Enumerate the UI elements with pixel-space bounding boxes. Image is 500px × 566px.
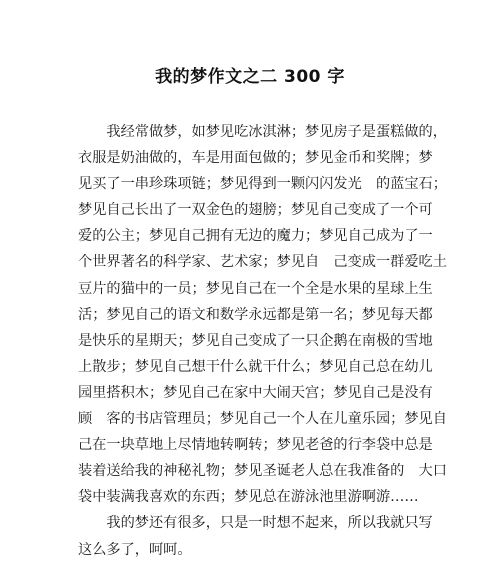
body-line: 我的梦还有很多，只是一时想不起来，所以我就只写 bbox=[78, 515, 433, 532]
document-body bbox=[78, 119, 447, 563]
body-line: 己在一块草地上尽情地转啊转；梦见老爸的行李袋中总是 bbox=[78, 437, 433, 454]
body-line: 爱的公主；梦见自己拥有无边的魔力；梦见自己成为了一 bbox=[78, 228, 433, 245]
body-line: 活；梦见自己的语文和数学永远都是第一名；梦见每天都 bbox=[78, 306, 433, 323]
body-line: 衣服是奶油做的，车是用面包做的；梦见金币和奖牌；梦 bbox=[78, 150, 433, 167]
body-line: 顾 客的书店管理员；梦见自己一个人在儿童乐园；梦见自 bbox=[78, 411, 447, 428]
document-title: 我的梦作文之二 300 字 bbox=[155, 67, 345, 87]
body-line: 上散步；梦见自己想干什么就干什么；梦见自己总在幼儿 bbox=[78, 358, 433, 375]
body-line: 园里搭积木；梦见自己在家中大闹天宫；梦见自己是没有 bbox=[78, 384, 433, 401]
body-line: 这么多了，呵呵。 bbox=[78, 541, 192, 558]
body-line: 装着送给我的神秘礼物；梦见圣诞老人总在我准备的 大口 bbox=[78, 463, 447, 480]
body-line: 豆片的猫中的一员；梦见自己在一个全是水果的星球上生 bbox=[78, 280, 433, 297]
body-line: 我经常做梦，如梦见吃冰淇淋；梦见房子是蛋糕做的， bbox=[78, 124, 447, 140]
body-line: 梦见自己长出了一双金色的翅膀；梦见自己变成了一个可 bbox=[78, 202, 433, 219]
body-line: 见买了一串珍珠项链；梦见得到一颗闪闪发光 的蓝宝石； bbox=[78, 176, 447, 193]
body-line: 袋中装满我喜欢的东西；梦见总在游泳池里游啊游…… bbox=[78, 489, 419, 506]
body-line: 是快乐的星期天；梦见自己变成了一只企鹅在南极的雪地 bbox=[78, 332, 433, 349]
body-line: 个世界著名的科学家、艺术家；梦见自 己变成一群爱吃土 bbox=[78, 254, 447, 271]
